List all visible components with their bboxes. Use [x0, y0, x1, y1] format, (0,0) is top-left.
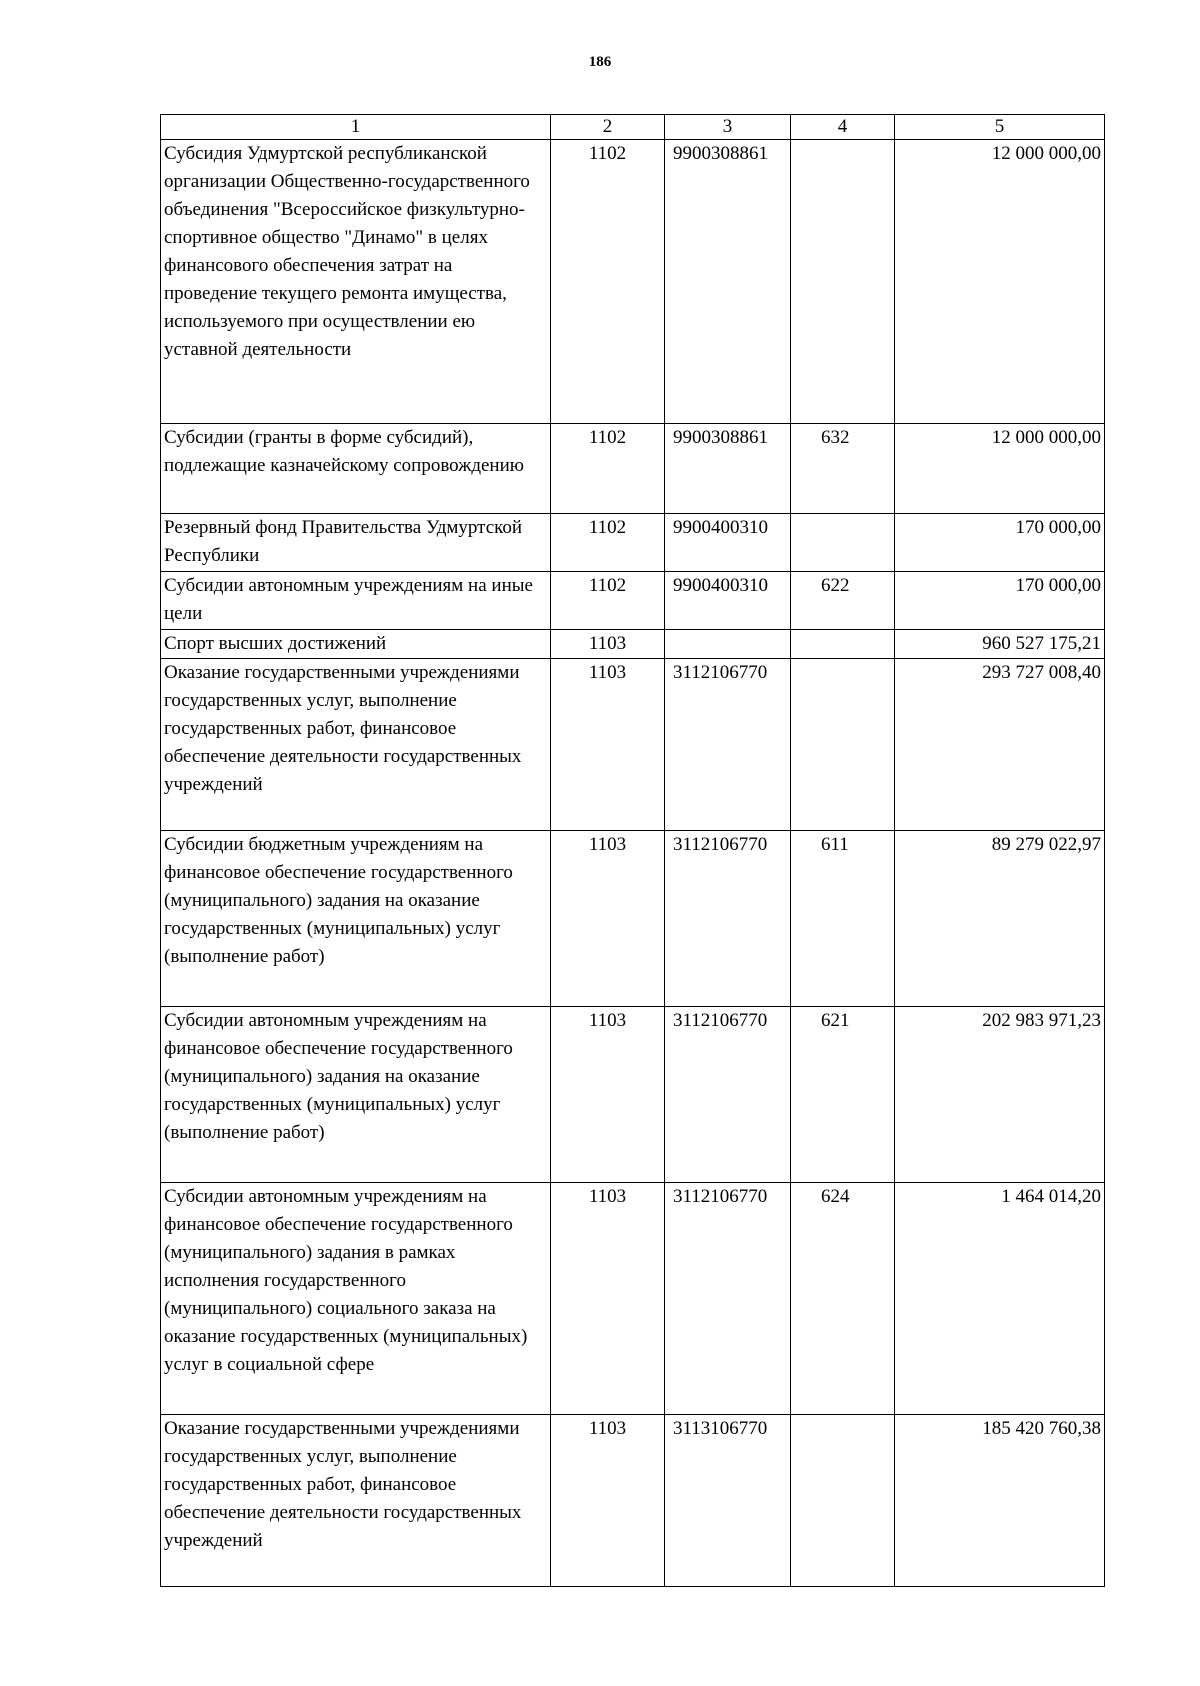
row-article-cell: 3112106770 [665, 659, 791, 831]
row-article-cell: 9900308861 [665, 140, 791, 424]
row-amount-cell: 170 000,00 [895, 514, 1105, 572]
row-name-cell: Спорт высших достижений [161, 630, 551, 659]
row-type-cell: 611 [791, 831, 895, 1007]
row-section-cell: 1103 [551, 831, 665, 1007]
table-row [161, 140, 1105, 424]
column-header: 1 [161, 115, 551, 140]
row-section-cell: 1102 [551, 140, 665, 424]
row-section-cell: 1102 [551, 424, 665, 514]
row-article-cell: 3113106770 [665, 1415, 791, 1587]
row-name-cell: Субсидии (гранты в форме субсидий), подлежащие казначейскому сопровождению [161, 424, 551, 514]
row-section-cell: 1103 [551, 630, 665, 659]
row-type-cell: 624 [791, 1183, 895, 1415]
column-header: 3 [665, 115, 791, 140]
table-row [161, 424, 1105, 514]
table-row [161, 1415, 1105, 1587]
row-name-cell: Субсидии бюджетным учреждениям на финансовое обеспечение государственного (муниципального) задания на оказание государственных (муниципальных) услуг (выполнение работ) [161, 831, 551, 1007]
table-row [161, 659, 1105, 831]
table-row [161, 572, 1105, 630]
row-amount-cell: 202 983 971,23 [895, 1007, 1105, 1183]
row-type-cell: 622 [791, 572, 895, 630]
row-amount-cell: 960 527 175,21 [895, 630, 1105, 659]
row-name-cell: Оказание государственными учреждениями государственных услуг, выполнение государственных работ, финансовое обеспечение деятельности государственных учреждений [161, 1415, 551, 1587]
table-row [161, 1007, 1105, 1183]
row-type-cell [791, 140, 895, 424]
row-type-cell: 632 [791, 424, 895, 514]
page-number: 186 [588, 54, 612, 70]
row-name-cell: Субсидии автономным учреждениям на финансовое обеспечение государственного (муниципального) задания в рамках исполнения государственного (муниципального) социального заказа на оказание государственных (муниципальных) услуг в социальной сфере [161, 1183, 551, 1415]
row-article-cell: 9900400310 [665, 572, 791, 630]
table-row [161, 514, 1105, 572]
row-type-cell [791, 1415, 895, 1587]
row-name-cell: Оказание государственными учреждениями государственных услуг, выполнение государственных работ, финансовое обеспечение деятельности государственных учреждений [161, 659, 551, 831]
row-article-cell: 9900308861 [665, 424, 791, 514]
column-header: 4 [791, 115, 895, 140]
row-type-cell [791, 630, 895, 659]
row-name-cell: Резервный фонд Правительства Удмуртской Республики [161, 514, 551, 572]
row-section-cell: 1103 [551, 1183, 665, 1415]
row-type-cell [791, 514, 895, 572]
row-amount-cell: 12 000 000,00 [895, 424, 1105, 514]
row-amount-cell: 12 000 000,00 [895, 140, 1105, 424]
row-amount-cell: 89 279 022,97 [895, 831, 1105, 1007]
row-amount-cell: 1 464 014,20 [895, 1183, 1105, 1415]
table-row [161, 1183, 1105, 1415]
row-article-cell: 3112106770 [665, 1007, 791, 1183]
row-section-cell: 1102 [551, 572, 665, 630]
column-header: 5 [895, 115, 1105, 140]
row-section-cell: 1103 [551, 659, 665, 831]
row-article-cell: 3112106770 [665, 831, 791, 1007]
table-header-row [161, 115, 1105, 140]
table-row [161, 630, 1105, 659]
column-header: 2 [551, 115, 665, 140]
row-article-cell: 9900400310 [665, 514, 791, 572]
row-type-cell [791, 659, 895, 831]
row-section-cell: 1103 [551, 1007, 665, 1183]
row-article-cell [665, 630, 791, 659]
budget-table [160, 114, 1105, 1587]
table-row [161, 831, 1105, 1007]
row-type-cell: 621 [791, 1007, 895, 1183]
row-article-cell: 3112106770 [665, 1183, 791, 1415]
row-amount-cell: 293 727 008,40 [895, 659, 1105, 831]
row-section-cell: 1102 [551, 514, 665, 572]
row-amount-cell: 185 420 760,38 [895, 1415, 1105, 1587]
row-amount-cell: 170 000,00 [895, 572, 1105, 630]
row-name-cell: Субсидии автономным учреждениям на финансовое обеспечение государственного (муниципального) задания на оказание государственных (муниципальных) услуг (выполнение работ) [161, 1007, 551, 1183]
row-name-cell: Субсидия Удмуртской республиканской организации Общественно-государственного объединения "Всероссийское физкультурно-спортивное общество "Динамо" в целях финансового обеспечения затрат на проведение текущего ремонта имущества, используемого при осуществлении ею уставной деятельности [161, 140, 551, 424]
row-name-cell: Субсидии автономным учреждениям на иные цели [161, 572, 551, 630]
row-section-cell: 1103 [551, 1415, 665, 1587]
